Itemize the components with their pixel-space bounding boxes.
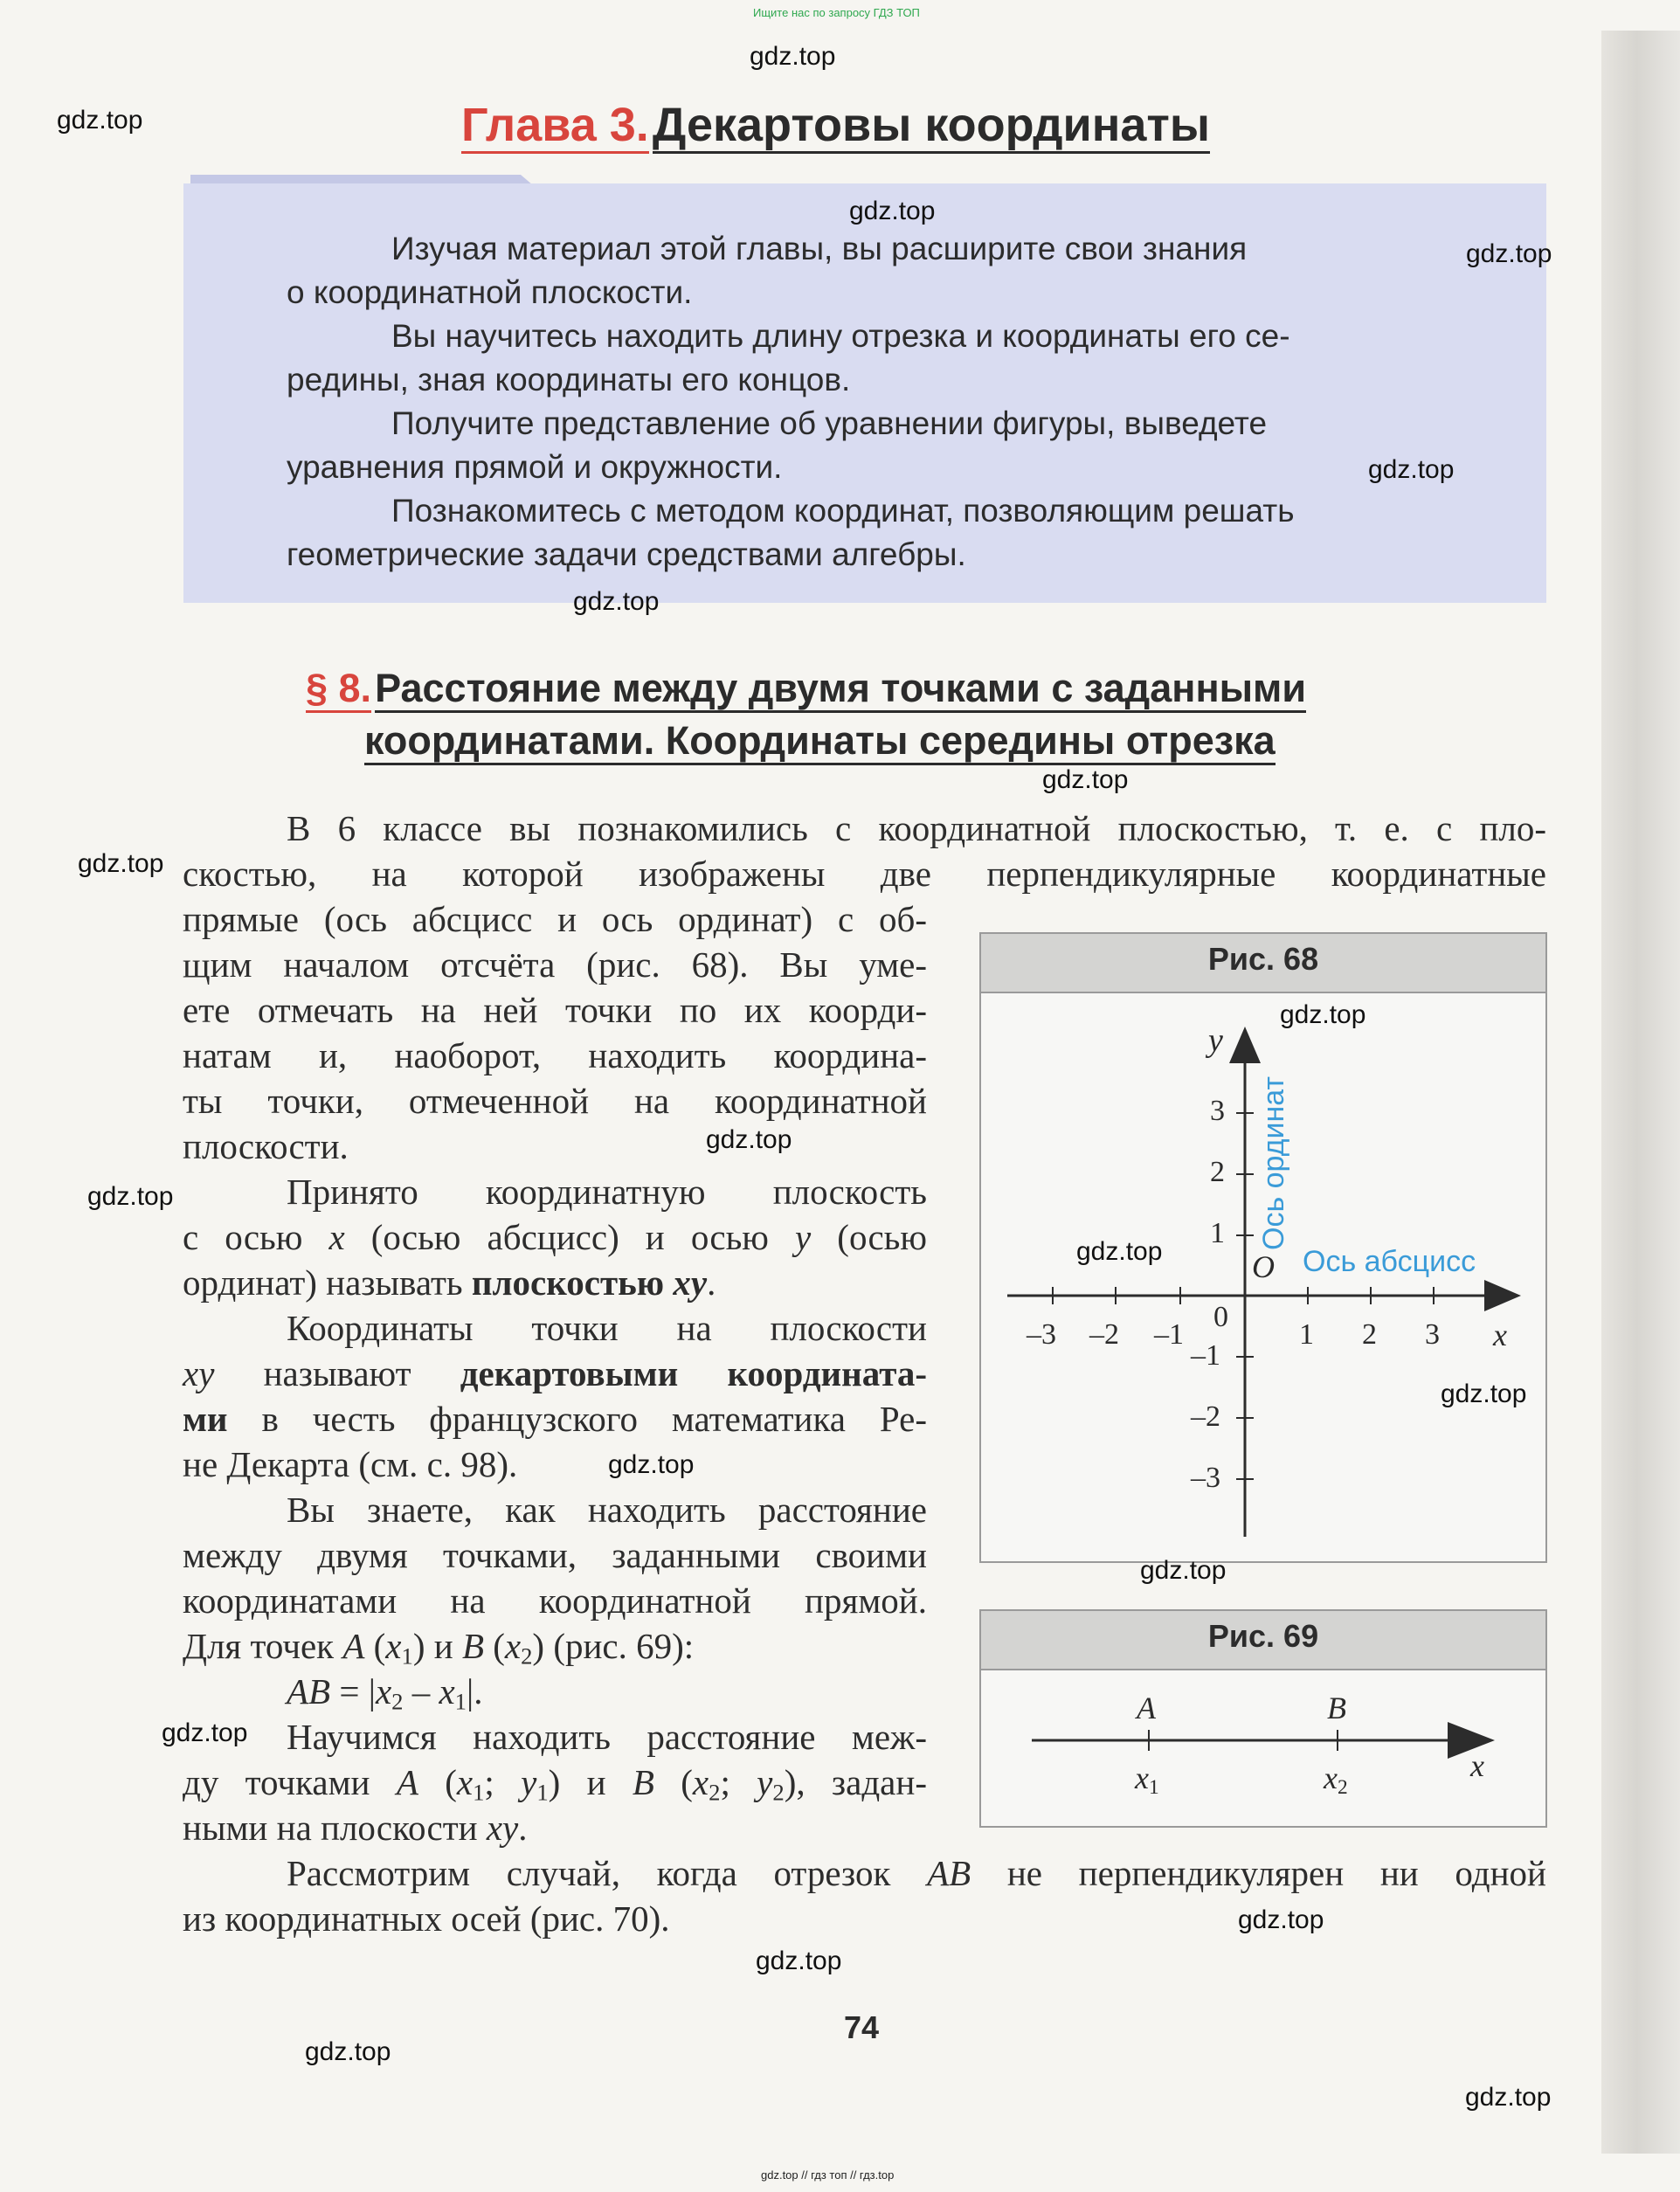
chapter-title: Декартовы координаты [653,99,1210,154]
figure-69-title: Рис. 69 [1207,1618,1319,1654]
body-line: Для точек A $(x_1)$ и B $(x_2)$ (рис. 69): [183,1626,695,1670]
body-line: не Декарта (см. с. 98). [183,1444,518,1484]
figure-69 [979,1609,1547,1828]
x-tick-label: 2 [1362,1318,1377,1351]
body-line: ными на плоскости xy. [183,1808,528,1848]
page-edge-shadow [1601,31,1680,2154]
point-b-label: B [1327,1691,1346,1725]
top-banner[interactable]: Ищите нас по запросу ГДЗ ТОП [753,6,920,19]
bottom-banner[interactable]: gdz.top // гдз топ // гдз.top [761,2168,895,2182]
intro-line: Вы научитесь находить длину отрезка и координаты его се- [391,318,1290,354]
section-number: § 8. [306,666,371,713]
body-line: Вы знаете, как находить расстояние [287,1490,927,1530]
chapter-label: Глава 3. [461,99,649,154]
body-line: Научимся находить расстояние меж- [287,1717,927,1757]
body-line: xy называют декартовыми координата- [183,1353,928,1393]
figure-68-title: Рис. 68 [1207,941,1319,977]
watermark: gdz.top [87,1182,174,1211]
intro-line: Познакомитесь с методом координат, позволяющим решать [391,493,1295,529]
number-line [981,1611,1545,1826]
watermark: gdz.top [1465,2083,1552,2112]
figure-68 [979,932,1547,1563]
y-tick-label: –1 [1191,1339,1220,1372]
section-title-line-1: Расстояние между двумя точками с заданными [375,666,1306,713]
origin-label: O [1252,1249,1275,1284]
intro-line: о координатной плоскости. [287,274,693,310]
watermark: gdz.top [57,106,143,135]
body-line: Координаты точки на плоскости [287,1308,927,1348]
body-line: натам и, наоборот, находить координа- [183,1035,927,1075]
intro-line: геометрические задачи средствами алгебры. [287,536,966,572]
body-line: ми в честь французского математика Ре- [183,1399,927,1439]
y-tick-label: –2 [1191,1400,1220,1433]
page-number: 74 [844,2009,880,2045]
distance-formula: AB = $|x_2 - x_1|$. [287,1671,483,1715]
watermark: gdz.top [1466,239,1552,268]
body-line: координатами на координатной прямой. [183,1580,927,1621]
watermark: gdz.top [706,1125,792,1154]
watermark: gdz.top [750,42,836,71]
section-heading [306,666,1306,711]
watermark: gdz.top [849,197,936,225]
chapter-heading [461,98,1210,152]
body-line: прямые (ось абсцисс и ось ординат) с об- [183,899,927,939]
coord-a-label: $x_1$ [1135,1760,1159,1799]
intro-line: уравнения прямой и окружности. [287,449,783,485]
watermark: gdz.top [78,849,164,878]
x-tick-label: –2 [1089,1318,1119,1351]
intro-line: Получите представление об уравнении фигуры, выведете [391,405,1268,441]
x-tick-label: 3 [1425,1318,1440,1351]
body-line: ординат) называть плоскостью xy. [183,1262,716,1303]
watermark: gdz.top [1441,1380,1527,1408]
x-tick-label: 1 [1299,1318,1314,1351]
section-title-line-2: координатами. Координаты середины отрезка [364,718,1276,765]
zero-label: 0 [1213,1301,1228,1333]
body-line: из координатных осей (рис. 70). [183,1898,670,1939]
body-line: ты точки, отмеченной на координатной [183,1081,927,1121]
body-line: В 6 классе вы познакомились с координатной плоскостью, т. е. с пло- [287,808,1546,848]
x-tick-label: –3 [1027,1318,1056,1351]
body-line: скостью, на которой изображены две перпендикулярные координатные [183,854,1546,894]
watermark: gdz.top [1280,1000,1366,1029]
body-line: Рассмотрим случай, когда отрезок AB не перпендикулярен ни одной [287,1853,1546,1893]
watermark: gdz.top [756,1947,842,1975]
y-tick-label: 2 [1210,1156,1225,1188]
x-tick-label: –1 [1154,1318,1184,1351]
watermark: gdz.top [305,2037,391,2066]
body-line: щим началом отсчёта (рис. 68). Вы уме- [183,944,927,985]
x-axis-label: x [1493,1317,1507,1352]
body-line: с осью x (осью абсцисс) и осью y (осью [183,1217,927,1257]
watermark: gdz.top [1238,1905,1324,1934]
watermark: gdz.top [573,587,660,616]
watermark: gdz.top [1140,1556,1227,1585]
y-axis-label: y [1208,1022,1223,1059]
watermark: gdz.top [608,1450,695,1479]
chapter-intro-box [183,183,1546,603]
watermark: gdz.top [162,1718,248,1747]
watermark: gdz.top [1042,765,1129,794]
coord-b-label: $x_2$ [1324,1760,1348,1799]
watermark: gdz.top [1368,455,1455,484]
point-a-label: A [1137,1691,1156,1725]
y-tick-label: 1 [1210,1217,1225,1249]
watermark: gdz.top [1076,1237,1163,1266]
body-line: между двумя точками, заданными своими [183,1535,927,1575]
body-line: ете отмечать на ней точки по их коорди- [183,990,927,1030]
intro-line: Изучая материал этой главы, вы расширите свои знания [391,231,1248,266]
y-tick-label: –3 [1191,1462,1220,1494]
body-line: плоскости. [183,1126,349,1166]
y-tick-label: 3 [1210,1095,1225,1127]
body-line: Принято координатную плоскость [287,1172,927,1212]
body-line: ду точками A ($x_1$; $y_1$) и B ($x_2$; $y_2$), задан- [183,1762,927,1806]
section-heading-2 [364,718,1276,764]
axis-label: x [1470,1748,1484,1783]
intro-line: редины, зная координаты его концов. [287,362,851,398]
ordinate-label: Ось ординат [1257,1076,1290,1250]
abscissa-label: Ось абсцисс [1303,1245,1476,1278]
